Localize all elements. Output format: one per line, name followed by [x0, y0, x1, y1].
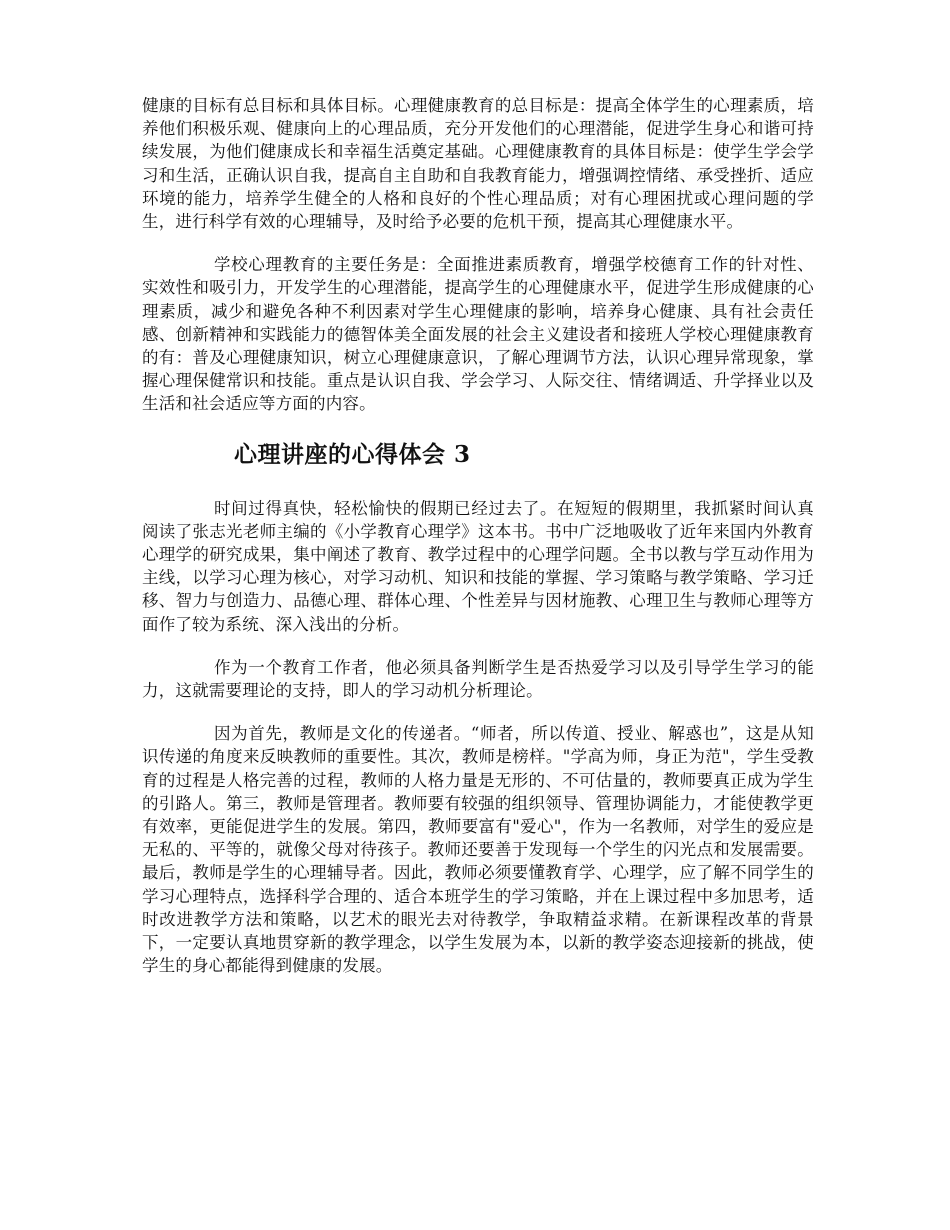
paragraph-book-reading: 时间过得真快，轻松愉快的假期已经过去了。在短短的假期里，我抓紧时间认真阅读了张志光老师主编的《小学教育心理学》这本书。书中广泛地吸收了近年来国内外教育心理学的研究成果，集中阐述了教育、教学过程中的心理学问题。全书以教与学互动作用为主线，以学习心理为核心，对学习动机、知识和技能的掌握、学习策略与教学策略、学习迁移、智力与创造力、品德心理、群体心理、个性差异与因材施教、心理卫生与教师心理等方面作了较为系统、深入浅出的分析。 — [142, 498, 814, 634]
paragraph-school-tasks: 学校心理教育的主要任务是：全面推进素质教育，增强学校德育工作的针对性、实效性和吸引力，开发学生的心理潜能，提高学生的心理健康水平，促进学生形成健康的心理素质，减少和避免各种不利因素对学生心理健康的影响，培养身心健康、具有社会责任感、创新精神和实践能力的德智体美全面发展的社会主义建设者和接班人学校心理健康教育的有：普及心理健康知识，树立心理健康意识，了解心理调节方法，认识心理异常现象，掌握心理保健常识和技能。重点是认识自我、学会学习、人际交往、情绪调适、升学择业以及生活和社会适应等方面的内容。 — [142, 255, 814, 414]
paragraph-educator-ability: 作为一个教育工作者，他必须具备判断学生是否热爱学习以及引导学生学习的能力，这就需要理论的支持，即人的学习动机分析理论。 — [142, 657, 814, 701]
section-heading: 心理讲座的心得体会 3 — [234, 440, 471, 468]
paragraph-continued: 健康的目标有总目标和具体目标。心理健康教育的总目标是：提高全体学生的心理素质，培养他们积极乐观、健康向上的心理品质，充分开发他们的心理潜能，促进学生身心和谐可持续发展，为他们健康成长和幸福生活奠定基础。心理健康教育的具体目标是：使学生学会学习和生活，正确认识自我，提高自主自助和自我教育能力，增强调控情绪、承受挫折、适应环境的能力，培养学生健全的人格和良好的个性心理品质；对有心理困扰或心理问题的学生，进行科学有效的心理辅导，及时给予必要的危机干预，提高其心理健康水平。 — [142, 96, 814, 232]
document-page — [142, 94, 814, 978]
paragraph-teacher-roles: 因为首先，教师是文化的传递者。“师者，所以传道、授业、解惑也”，这是从知识传递的角度来反映教师的重要性。其次，教师是榜样。"学高为师，身正为范"，学生受教育的过程是人格完善的过程，教师的人格力量是无形的、不可估量的，教师要真正成为学生的引路人。第三，教师是管理者。教师要有较强的组织领导、管理协调能力，才能使教学更有效率，更能促进学生的发展。第四，教师要富有"爱心"，作为一名教师，对学生的爱应是无私的、平等的，就像父母对待孩子。教师还要善于发现每一个学生的闪光点和发展需要。最后，教师是学生的心理辅导者。因此，教师必须要懂教育学、心理学，应了解不同学生的学习心理特点，选择科学合理的、适合本班学生的学习策略，并在上课过程中多加思考，适时改进教学方法和策略，以艺术的眼光去对待教学，争取精益求精。在新课程改革的背景下，一定要认真地贯穿新的教学理念，以学生发展为本，以新的教学姿态迎接新的挑战，使学生的身心都能得到健康的发展。 — [142, 724, 814, 976]
